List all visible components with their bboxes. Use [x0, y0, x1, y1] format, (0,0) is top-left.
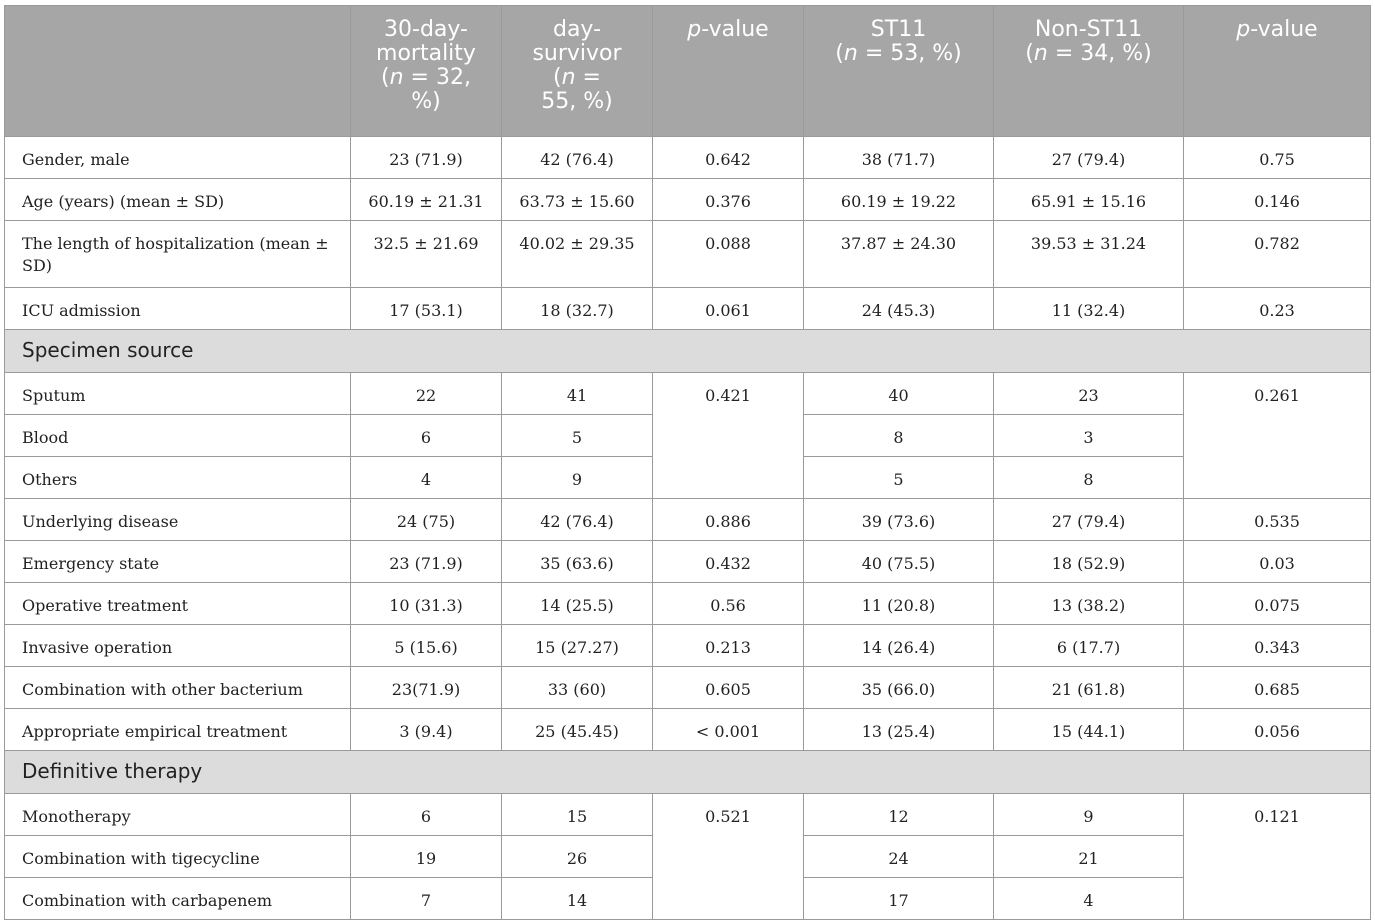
header-non-st11: Non-ST11 (n = 34, %): [994, 6, 1184, 137]
cell: 19: [351, 836, 502, 878]
cell: 0.642: [653, 137, 804, 179]
cell: 15 (44.1): [994, 709, 1184, 751]
cell: 42 (76.4): [502, 499, 653, 541]
cell: 0.121: [1184, 794, 1371, 920]
cell: 13 (25.4): [804, 709, 994, 751]
cell: 3 (9.4): [351, 709, 502, 751]
cell: 23(71.9): [351, 667, 502, 709]
cell: 35 (66.0): [804, 667, 994, 709]
cell: 0.213: [653, 625, 804, 667]
cell: 0.23: [1184, 288, 1371, 330]
row-label: Combination with tigecycline: [5, 836, 351, 878]
cell: 11 (32.4): [994, 288, 1184, 330]
row-label: Age (years) (mean ± SD): [5, 179, 351, 221]
cell: 5: [804, 457, 994, 499]
cell: 14: [502, 878, 653, 920]
cell: 8: [994, 457, 1184, 499]
table-row: [5, 541, 1371, 583]
cell: 25 (45.45): [502, 709, 653, 751]
cell: 65.91 ± 15.16: [994, 179, 1184, 221]
row-label: Underlying disease: [5, 499, 351, 541]
cell: 6: [351, 415, 502, 457]
cell: 0.146: [1184, 179, 1371, 221]
cell: 40.02 ± 29.35: [502, 221, 653, 288]
cell: 24: [804, 836, 994, 878]
row-label: Combination with other bacterium: [5, 667, 351, 709]
cell: 0.521: [653, 794, 804, 920]
cell: 4: [994, 878, 1184, 920]
cell: 39.53 ± 31.24: [994, 221, 1184, 288]
cell: 23: [994, 373, 1184, 415]
cell: 40 (75.5): [804, 541, 994, 583]
cell: 0.685: [1184, 667, 1371, 709]
header-p-value-2: p-value: [1184, 6, 1371, 137]
cell: 5 (15.6): [351, 625, 502, 667]
cell: 13 (38.2): [994, 583, 1184, 625]
cell: 0.75: [1184, 137, 1371, 179]
cell: 3: [994, 415, 1184, 457]
cell: 17: [804, 878, 994, 920]
header-empty: [5, 6, 351, 137]
row-label: Monotherapy: [5, 794, 351, 836]
cell: 27 (79.4): [994, 137, 1184, 179]
table-row: [5, 288, 1371, 330]
cell: 18 (52.9): [994, 541, 1184, 583]
section-row-specimen-source: [5, 330, 1371, 373]
header-st11: ST11 (n = 53, %): [804, 6, 994, 137]
cell: 6: [351, 794, 502, 836]
table-row: [5, 373, 1371, 415]
row-label: Invasive operation: [5, 625, 351, 667]
table-row: [5, 583, 1371, 625]
row-label: Sputum: [5, 373, 351, 415]
table-row: [5, 137, 1371, 179]
cell: 26: [502, 836, 653, 878]
cell: 14 (25.5): [502, 583, 653, 625]
results-table: [4, 5, 1371, 920]
cell: 0.343: [1184, 625, 1371, 667]
cell: 42 (76.4): [502, 137, 653, 179]
cell: 0.075: [1184, 583, 1371, 625]
cell: 33 (60): [502, 667, 653, 709]
row-label: The length of hospitalization (mean ± SD): [5, 221, 351, 288]
table-row: [5, 667, 1371, 709]
cell: 0.56: [653, 583, 804, 625]
cell: 21: [994, 836, 1184, 878]
cell: 5: [502, 415, 653, 457]
row-label: Gender, male: [5, 137, 351, 179]
row-label: Others: [5, 457, 351, 499]
cell: 12: [804, 794, 994, 836]
table-row: [5, 221, 1371, 288]
cell: 60.19 ± 21.31: [351, 179, 502, 221]
cell: 14 (26.4): [804, 625, 994, 667]
cell: 41: [502, 373, 653, 415]
section-row-definitive-therapy: [5, 751, 1371, 794]
header-day-survivor: day- survivor (n = 55, %): [502, 6, 653, 137]
cell: 22: [351, 373, 502, 415]
cell: 0.535: [1184, 499, 1371, 541]
table-row: [5, 709, 1371, 751]
cell: 24 (75): [351, 499, 502, 541]
row-label: Operative treatment: [5, 583, 351, 625]
cell: 10 (31.3): [351, 583, 502, 625]
cell: 0.03: [1184, 541, 1371, 583]
cell: 4: [351, 457, 502, 499]
row-label: Emergency state: [5, 541, 351, 583]
cell: 23 (71.9): [351, 541, 502, 583]
cell: 37.87 ± 24.30: [804, 221, 994, 288]
cell: 8: [804, 415, 994, 457]
table-row: [5, 625, 1371, 667]
header-p-value-1: p-value: [653, 6, 804, 137]
cell: 0.376: [653, 179, 804, 221]
header-row: [5, 6, 1371, 137]
header-30-day-mortality: 30-day- mortality (n = 32, %): [351, 6, 502, 137]
table-row: [5, 499, 1371, 541]
cell: 0.061: [653, 288, 804, 330]
row-label: Blood: [5, 415, 351, 457]
row-label: Combination with carbapenem: [5, 878, 351, 920]
cell: 0.605: [653, 667, 804, 709]
cell: 17 (53.1): [351, 288, 502, 330]
cell: 15 (27.27): [502, 625, 653, 667]
cell: 0.886: [653, 499, 804, 541]
cell: 27 (79.4): [994, 499, 1184, 541]
table-row: [5, 179, 1371, 221]
cell: 7: [351, 878, 502, 920]
cell: 6 (17.7): [994, 625, 1184, 667]
section-title: Definitive therapy: [5, 751, 1371, 794]
cell: 0.782: [1184, 221, 1371, 288]
row-label: Appropriate empirical treatment: [5, 709, 351, 751]
cell: 39 (73.6): [804, 499, 994, 541]
cell: 9: [502, 457, 653, 499]
cell: 15: [502, 794, 653, 836]
cell: 9: [994, 794, 1184, 836]
cell: 24 (45.3): [804, 288, 994, 330]
row-label: ICU admission: [5, 288, 351, 330]
cell: 0.261: [1184, 373, 1371, 499]
cell: 0.421: [653, 373, 804, 499]
cell: 40: [804, 373, 994, 415]
cell: 21 (61.8): [994, 667, 1184, 709]
cell: 18 (32.7): [502, 288, 653, 330]
cell: < 0.001: [653, 709, 804, 751]
cell: 32.5 ± 21.69: [351, 221, 502, 288]
section-title: Specimen source: [5, 330, 1371, 373]
cell: 0.056: [1184, 709, 1371, 751]
cell: 0.088: [653, 221, 804, 288]
cell: 38 (71.7): [804, 137, 994, 179]
cell: 0.432: [653, 541, 804, 583]
cell: 11 (20.8): [804, 583, 994, 625]
table-row: [5, 794, 1371, 836]
cell: 60.19 ± 19.22: [804, 179, 994, 221]
cell: 63.73 ± 15.60: [502, 179, 653, 221]
cell: 35 (63.6): [502, 541, 653, 583]
cell: 23 (71.9): [351, 137, 502, 179]
